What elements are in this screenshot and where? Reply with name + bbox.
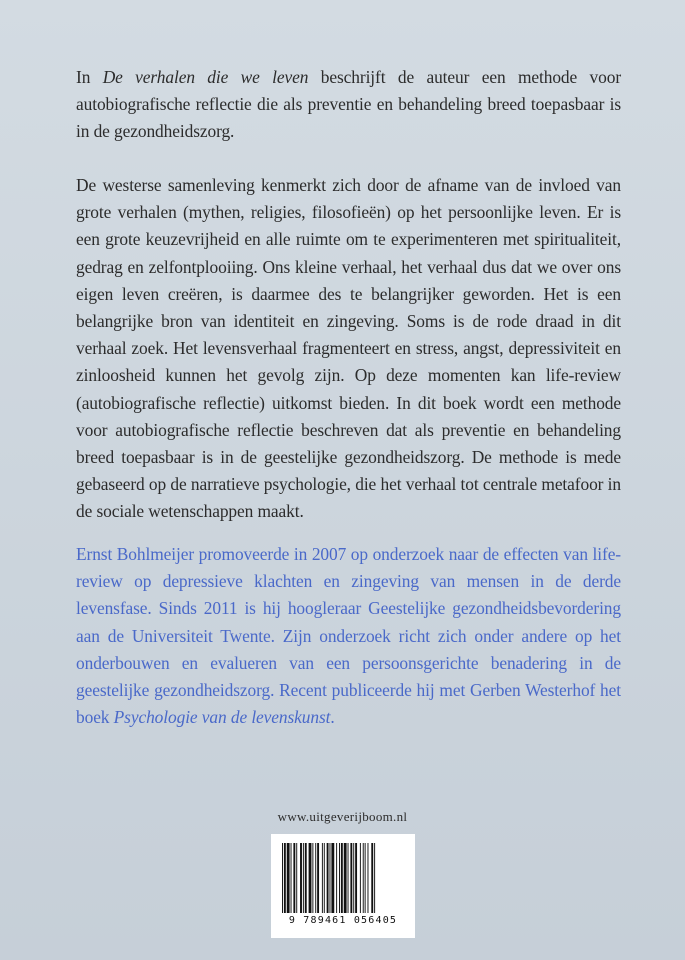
barcode-bar	[309, 843, 312, 913]
barcode-bar	[331, 843, 334, 913]
barcode-bar	[324, 843, 325, 913]
barcode-bar	[312, 843, 313, 913]
barcode-bar	[368, 843, 369, 913]
barcode-bar	[360, 843, 361, 913]
barcode-bars-icon	[282, 843, 404, 913]
barcode-bar	[315, 843, 316, 913]
barcode-bar	[330, 843, 331, 913]
barcode-bar	[287, 843, 290, 913]
barcode-bar	[291, 843, 292, 913]
barcode-bar	[322, 843, 323, 913]
isbn-digits: 9 789461 056405	[288, 915, 398, 926]
barcode-bar	[305, 843, 307, 913]
barcode-bar	[355, 843, 357, 913]
author-bio-end: .	[330, 707, 335, 728]
author-bio-paragraph	[76, 541, 621, 731]
barcode-bar	[344, 843, 347, 913]
intro-lead: In	[76, 67, 103, 87]
publisher-url[interactable]: www.uitgeverijboom.nl	[277, 809, 408, 824]
barcode-bar	[336, 843, 337, 913]
isbn-barcode	[271, 834, 415, 938]
barcode-bar	[300, 843, 302, 913]
intro-rest: beschrijft de auteur een methode voor autobiografische reflectie die als preventie en behandeling breed toepasbaar is in de gezondheidszorg.	[76, 67, 622, 142]
barcode-bar	[374, 843, 375, 913]
barcode-bar	[363, 843, 364, 913]
barcode-bar	[339, 843, 340, 913]
barcode-bar	[371, 843, 373, 913]
barcode-bar	[348, 843, 349, 913]
barcode-bar	[353, 843, 354, 913]
intro-book-title: De verhalen die we leven	[102, 67, 309, 87]
author-bio: Ernst Bohlmeijer promoveerde in 2007 op onderzoek naar de effecten van life-review op depressieve klachten en zingeving van mensen in de derde levensfase. Sinds 2011 is hij hoogleraar Geestelijke gezondheidsbevordering aan de Universiteit Twente. Zijn onderzoek richt zich onder andere op het onderbouwen en evalueren van een persoonsgerichte benadering in de geestelijke gezondheidszorg. Recent publiceerde hij met Gerben Westerhof het boek	[76, 544, 621, 728]
barcode-bar	[296, 843, 297, 913]
intro-paragraph	[76, 64, 621, 146]
barcode-bar	[327, 843, 329, 913]
barcode-bar	[317, 843, 319, 913]
barcode-bar	[350, 843, 352, 913]
barcode-bar	[293, 843, 295, 913]
barcode-bar	[284, 843, 286, 913]
barcode-bar	[303, 843, 304, 913]
barcode-bar	[282, 843, 283, 913]
author-book-title: Psychologie van de levenskunst	[113, 707, 331, 728]
barcode-bar	[365, 843, 366, 913]
barcode-bar	[341, 843, 343, 913]
body-paragraph: De westerse samenleving kenmerkt zich door de afname van de invloed van grote verhalen (mythen, religies, filosofieën) op het persoonlijke leven. Er is een grote keuzevrijheid en alle ruimte om te experimenteren met spiritualiteit, gedrag en zelfontplooiing. Ons kleine verhaal, het verhaal dus dat we over ons eigen leven creëren, is daarmee des te belangrijker geworden. Het is een belangrijke bron van identiteit en zingeving. Soms is de rode draad in dit verhaal zoek. Het levensverhaal fragmenteert en stress, angst, depressiviteit en zinloosheid kunnen het gevolg zijn. Op deze momenten kan life-review (autobiografische reflectie) uitkomst bieden. In dit boek wordt een methode voor autobiografische reflectie beschreven dat als preventie en behandeling breed toepasbaar is in de geestelijke gezondheidszorg. De methode is mede gebaseerd op de narratieve psychologie, die het verhaal tot centrale metafoor in de sociale wetenschappen maakt.	[76, 175, 621, 522]
